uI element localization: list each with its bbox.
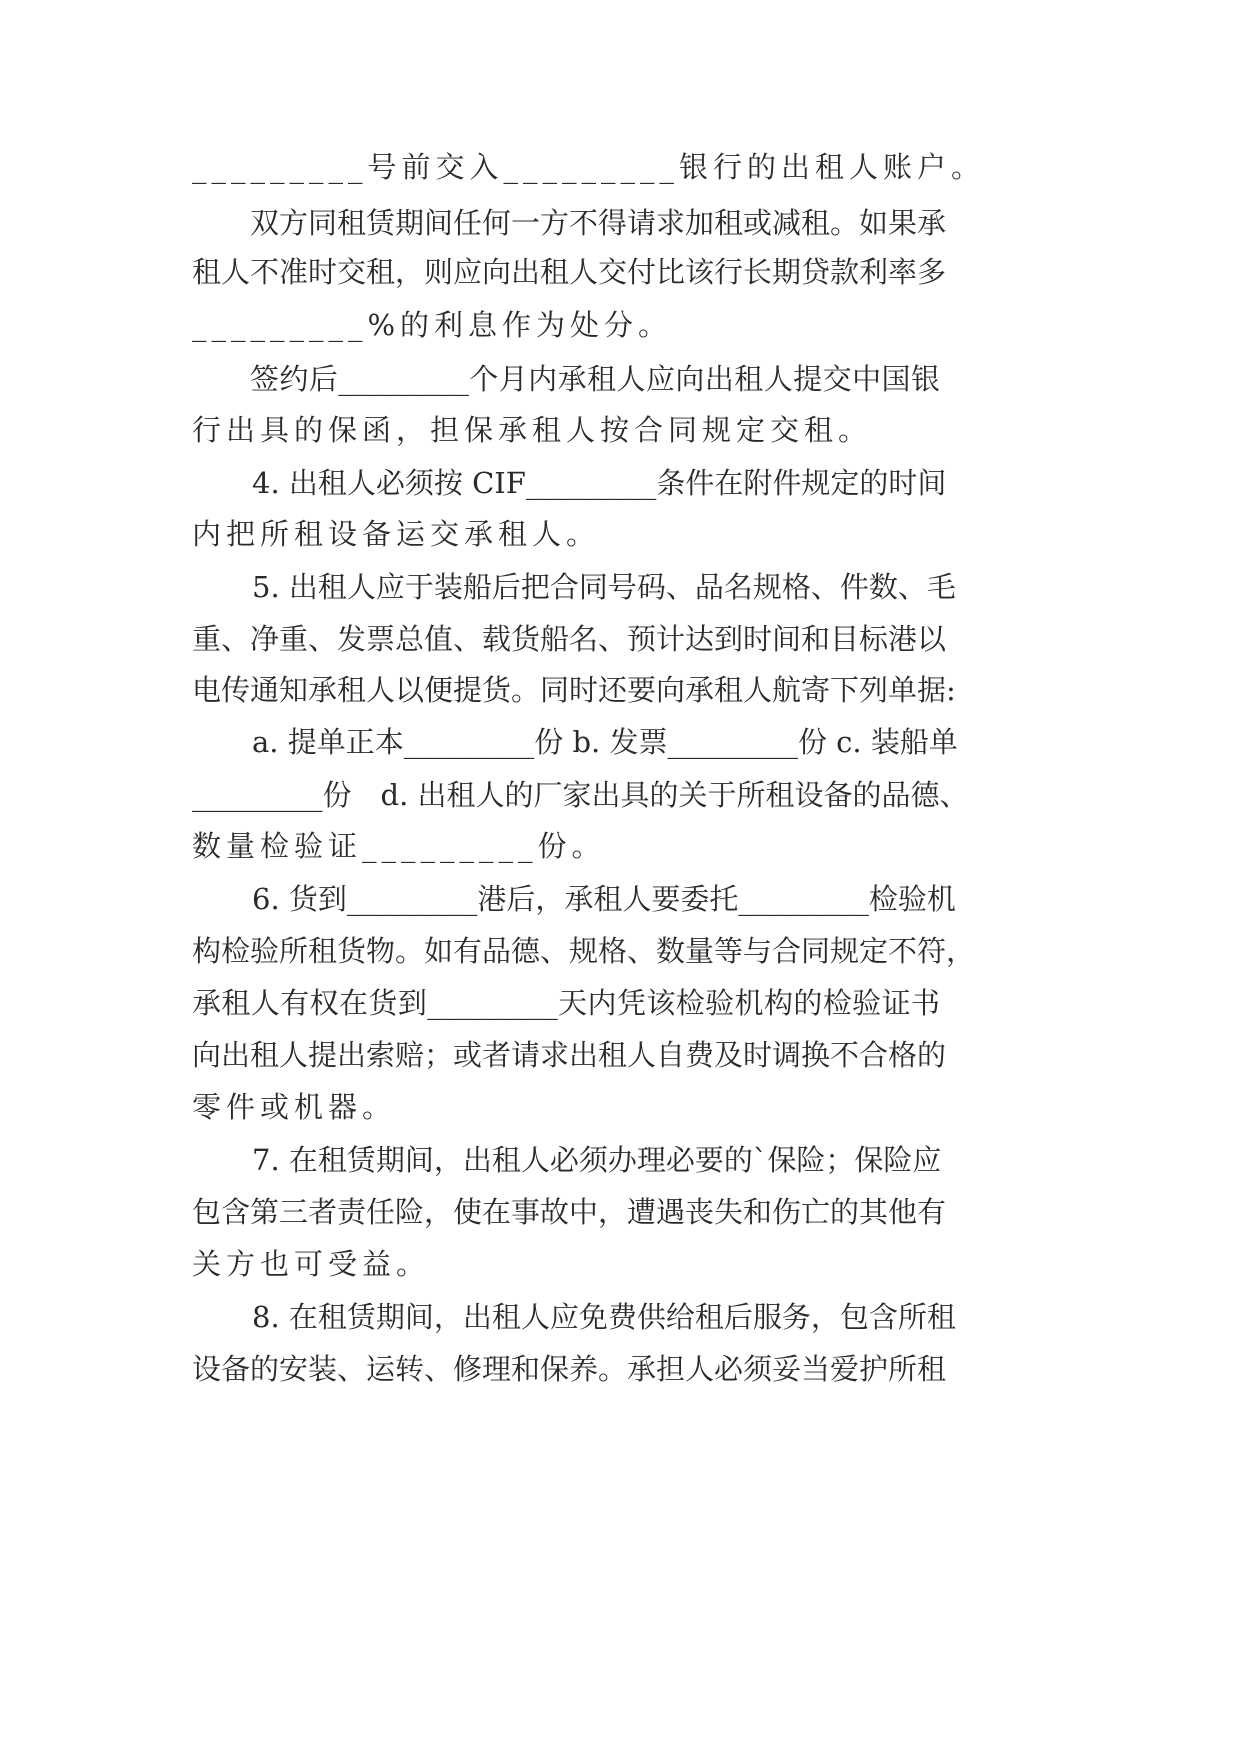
text-line: 电传通知承租人以便提货。同时还要向承租人航寄下列单据: xyxy=(192,673,956,707)
text-line: 重、净重、发票总值、载货船名、预计达到时间和目标港以 xyxy=(192,622,947,656)
text-line: 包含第三者责任险，使在事故中，遭遇丧失和伤亡的其他有 xyxy=(192,1195,947,1229)
text-line: 双方同租赁期间任何一方不得请求加租或减租。如果承 xyxy=(250,206,947,240)
text-line: 行出具的保函，担保承租人按合同规定交租。 xyxy=(192,413,873,447)
text-line: 8. 在租赁期间，出租人应免费供给租后服务，包含所租 xyxy=(252,1300,956,1334)
text-line: 签约后_________个月内承租人应向出租人提交中国银 xyxy=(250,362,940,396)
text-line: 构检验所租货物。如有品德、规格、数量等与合同规定不符， xyxy=(192,934,976,968)
text-line: 内把所租设备运交承租人。 xyxy=(192,517,601,551)
text-line: 承租人有权在货到_________天内凭该检验机构的检验证书 xyxy=(192,986,940,1020)
text-line: 4. 出租人必须按 CIF_________条件在附件规定的时间 xyxy=(252,466,947,500)
text-line: 7. 在租赁期间，出租人必须办理必要的`保险；保险应 xyxy=(252,1143,942,1177)
text-line: 关方也可受益。 xyxy=(192,1247,431,1281)
text-line: _________号前交入_________银行的出租人账户。 xyxy=(192,150,986,184)
text-line: 租人不准时交租，则应向出租人交付比该行长期贷款利率多 xyxy=(192,255,947,289)
text-line: _________份 d. 出租人的厂家出具的关于所租设备的品德、 xyxy=(192,778,969,812)
text-line: 设备的安装、运转、修理和保养。承担人必须妥当爱护所租 xyxy=(192,1352,947,1386)
text-line: 6. 货到_________港后，承租人要委托_________检验机 xyxy=(252,882,956,916)
text-line: a. 提单正本_________份 b. 发票_________份 c. 装船单 xyxy=(252,725,958,759)
text-line: 零件或机器。 xyxy=(192,1090,397,1124)
text-line: 数量检验证_________份。 xyxy=(192,829,606,863)
text-line: 5. 出租人应于装船后把合同号码、品名规格、件数、毛 xyxy=(252,570,956,604)
text-line: 向出租人提出索赔；或者请求出租人自费及时调换不合格的 xyxy=(192,1038,947,1072)
text-line: _________%的利息作为处分。 xyxy=(192,308,673,342)
